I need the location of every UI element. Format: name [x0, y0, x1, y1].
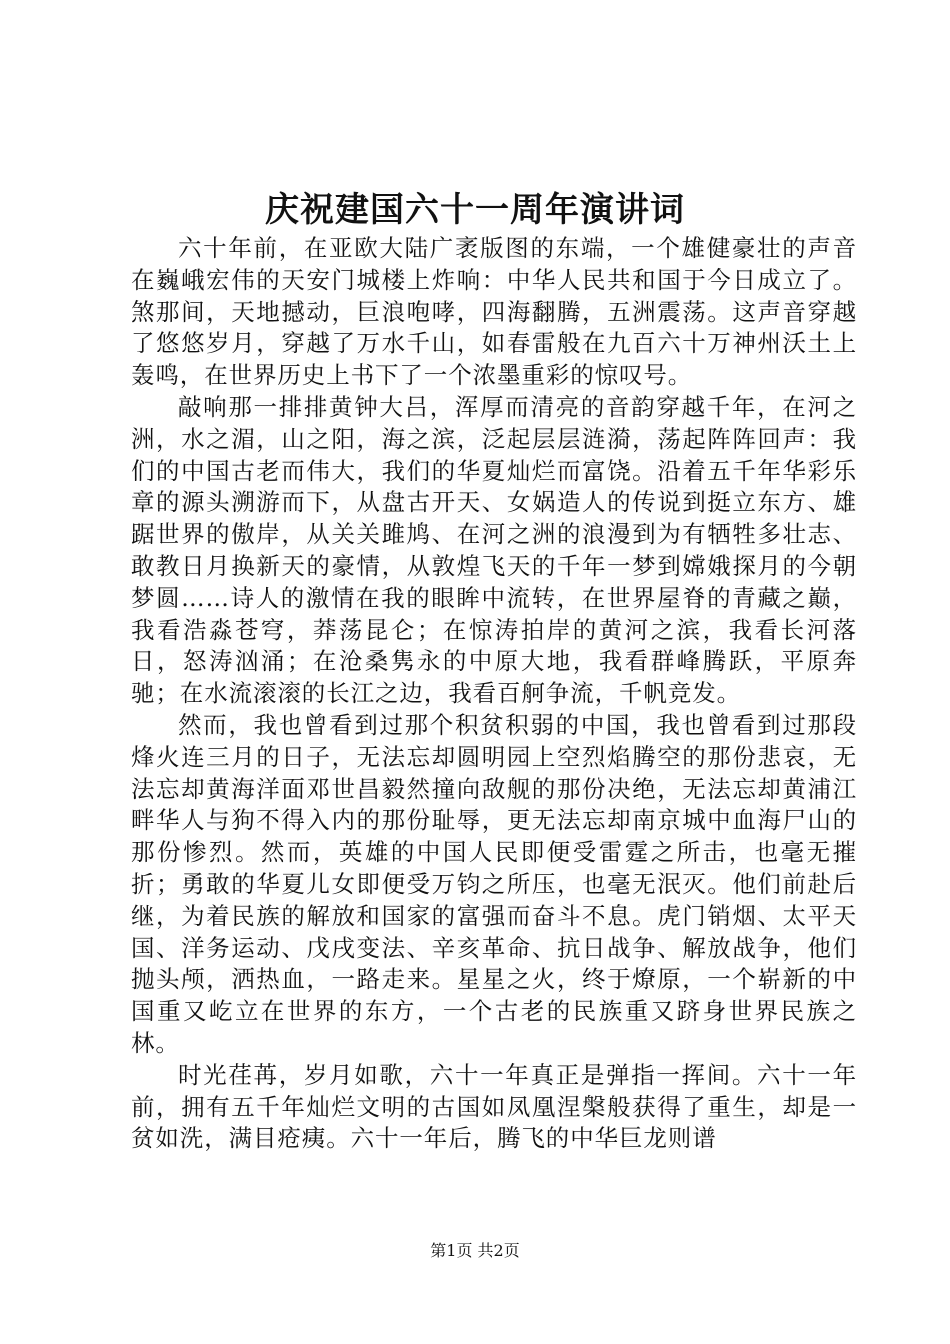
- paragraph-4: 时光荏苒，岁月如歌，六十一年真正是弹指一挥间。六十一年前，拥有五千年灿烂文明的古国如凤凰涅槃般获得了重生，却是一贫如洗，满目疮痍。六十一年后，腾飞的中华巨龙则谱: [131, 1060, 857, 1153]
- page-footer: 第1页 共2页: [430, 1241, 520, 1260]
- paragraph-1: 六十年前，在亚欧大陆广袤版图的东端，一个雄健豪壮的声音在巍峨宏伟的天安门城楼上炸响：中华人民共和国于今日成立了。煞那间，天地撼动，巨浪咆哮，四海翻腾，五洲震荡。这声音穿越了悠悠岁月，穿越了万水千山，如春雷般在九百六十万神州沃土上轰鸣，在世界历史上书下了一个浓墨重彩的惊叹号。: [131, 234, 857, 390]
- document-title: 庆祝建国六十一周年演讲词: [265, 190, 685, 230]
- paragraph-3: 然而，我也曾看到过那个积贫积弱的中国，我也曾看到过那段烽火连三月的日子，无法忘却圆明园上空烈焰腾空的那份悲哀，无法忘却黄海洋面邓世昌毅然撞向敌舰的那份决绝，无法忘却黄浦江畔华人与狗不得入内的那份耻辱，更无法忘却南京城中血海尸山的那份惨烈。然而，英雄的中国人民即便受雷霆之所击，也毫无摧折；勇敢的华夏儿女即便受万钧之所压，也毫无泯灭。他们前赴后继，为着民族的解放和国家的富强而奋斗不息。虎门销烟、太平天国、洋务运动、戊戌变法、辛亥革命、抗日战争、解放战争，他们抛头颅，洒热血，一路走来。星星之火，终于燎原，一个崭新的中国重又屹立在世界的东方，一个古老的民族重又跻身世界民族之林。: [131, 710, 857, 1057]
- document-body: [131, 233, 857, 1155]
- paragraph-2: 敲响那一排排黄钟大吕，浑厚而清亮的音韵穿越千年，在河之洲，水之湄，山之阳，海之滨，泛起层层涟漪，荡起阵阵回声：我们的中国古老而伟大，我们的华夏灿烂而富饶。沿着五千年华彩乐章的源头溯游而下，从盘古开天、女娲造人的传说到挺立东方、雄踞世界的傲岸，从关关雎鸠、在河之洲的浪漫到为有牺牲多壮志、敢教日月换新天的豪情，从敦煌飞天的千年一梦到嫦娥探月的今朝梦圆……诗人的激情在我的眼眸中流转，在世界屋脊的青藏之巅，我看浩淼苍穹，莽荡昆仑；在惊涛拍岸的黄河之滨，我看长河落日，怒涛汹涌；在沧桑隽永的中原大地，我看群峰腾跃，平原奔驰；在水流滚滚的长江之边，我看百舸争流，千帆竞发。: [131, 392, 857, 708]
